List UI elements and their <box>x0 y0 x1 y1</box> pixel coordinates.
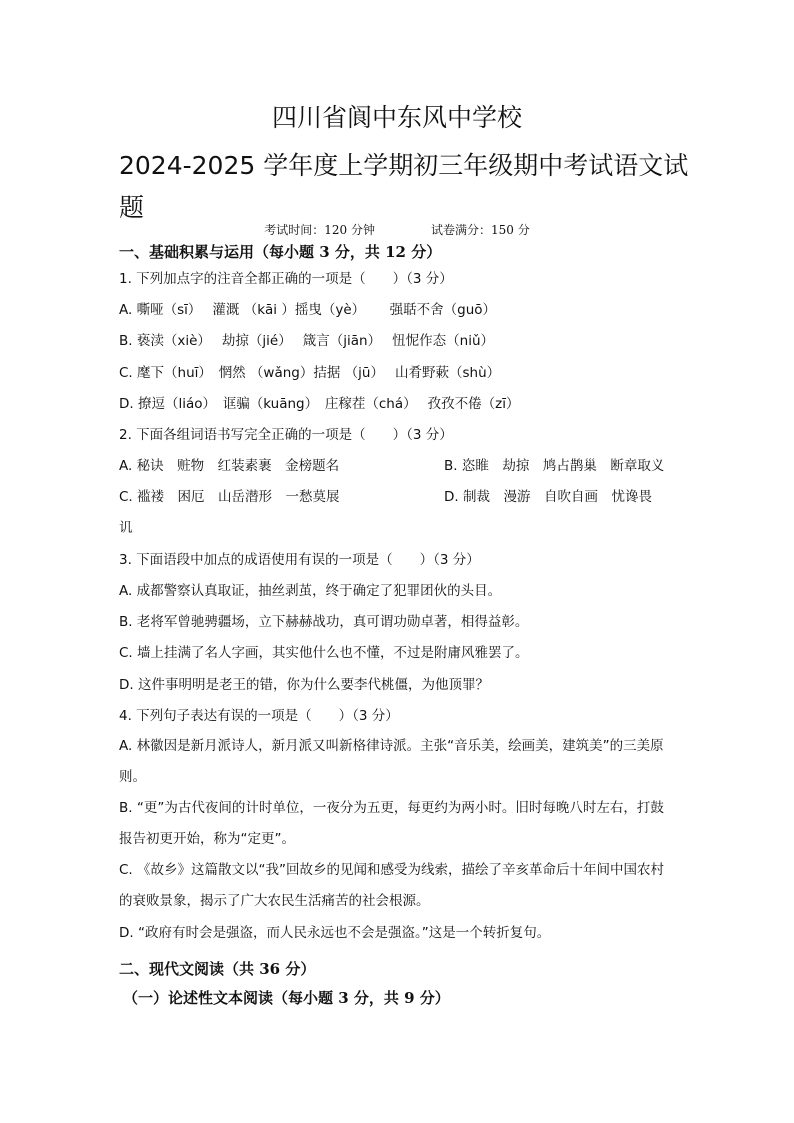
q1-option-b: B. 亵渎（xiè） 劫掠（jié） 箴言（jiān） 忸怩作态（niǔ） <box>119 333 495 349</box>
q2-stem: 2. 下面各组词语书写完全正确的一项是（ ）（3 分） <box>119 427 453 443</box>
q3-option-b: B. 老将军曾驰骋疆场，立下赫赫战功，真可谓功勋卓著，相得益彰。 <box>119 614 529 630</box>
q3-option-d: D. 这件事明明是老王的错，你为什么要李代桃僵，为他顶罪？ <box>119 677 489 693</box>
q4-option-c: C. 《故乡》这篇散文以“我”回故乡的见闻和感受为线索，描绘了辛亥革命后十年间中国农村的衰败景象，揭示了广大农民生活痛苦的社会根源。 <box>119 862 664 909</box>
section2-heading: 二、现代文阅读（共 36 分） <box>119 960 316 978</box>
q1-stem: 1. 下列加点字的注音全都正确的一项是（ ）（3 分） <box>119 271 453 287</box>
section2-sub1-heading: （一）论述性文本阅读（每小题 3 分，共 9 分） <box>123 989 450 1007</box>
q3-option-a: A. 成都警察认真取证，抽丝剥茧，终于确定了犯罪团伙的头目。 <box>119 583 502 599</box>
section1-heading: 一、基础积累与运用（每小题 3 分，共 12 分） <box>119 243 442 261</box>
q1-option-d: D. 撩逗（liáo） 诓骗（kuāng） 庄稼茬（chá） 孜孜不倦（zī） <box>119 396 520 412</box>
exam-title: 2024-2025 学年度上学期初三年级期中考试语文试题 <box>119 151 689 222</box>
q1-option-c: C. 麾下（huī） 惘然 （wǎng）拮据 （jū） 山肴野蔌（shù） <box>119 365 501 381</box>
q4-option-d: D. “政府有时会是强盗，而人民永远也不会是强盗。”这是一个转折复句。 <box>119 925 551 941</box>
q3-option-c: C. 墙上挂满了名人字画，其实他什么也不懂，不过是附庸风雅罢了。 <box>119 645 529 661</box>
q4-stem: 4. 下列句子表达有误的一项是（ ）（3 分） <box>119 708 399 724</box>
q2-option-b: B. 恣睢 劫掠 鸠占鹊巢 断章取义 <box>444 458 665 474</box>
q1-option-a: A. 嘶哑（sī） 灌溉 （kāi ）摇曳（yè） 强聒不舍（guō） <box>119 302 497 318</box>
exam-score: 试卷满分：150 分 <box>431 223 530 237</box>
school-name: 四川省阆中东风中学校 <box>271 103 522 132</box>
q3-stem: 3. 下面语段中加点的成语使用有误的一项是（ ）（3 分） <box>119 552 480 568</box>
exam-time: 考试时间：120 分钟 <box>264 223 375 237</box>
q2-option-a: A. 秘诀 赃物 红装素裹 金榜题名 <box>119 458 340 474</box>
q2-option-c: C. 褴褛 困厄 山岳潜形 一愁莫展 <box>119 489 340 505</box>
q4-option-b: B. “更”为古代夜间的计时单位，一夜分为五更，每更约为两小时。旧时每晚八时左右，打鼓报告初更开始，称为“定更”。 <box>119 800 664 847</box>
q2-option-d: D. 制裁 漫游 自吹自画 忧谗畏 <box>444 489 652 505</box>
q4-option-a: A. 林徽因是新月派诗人，新月派又叫新格律诗派。主张“音乐美，绘画美，建筑美”的三美原则。 <box>119 738 664 785</box>
exam-meta <box>0 221 794 239</box>
q2-option-d-continued: 讥 <box>119 520 133 536</box>
